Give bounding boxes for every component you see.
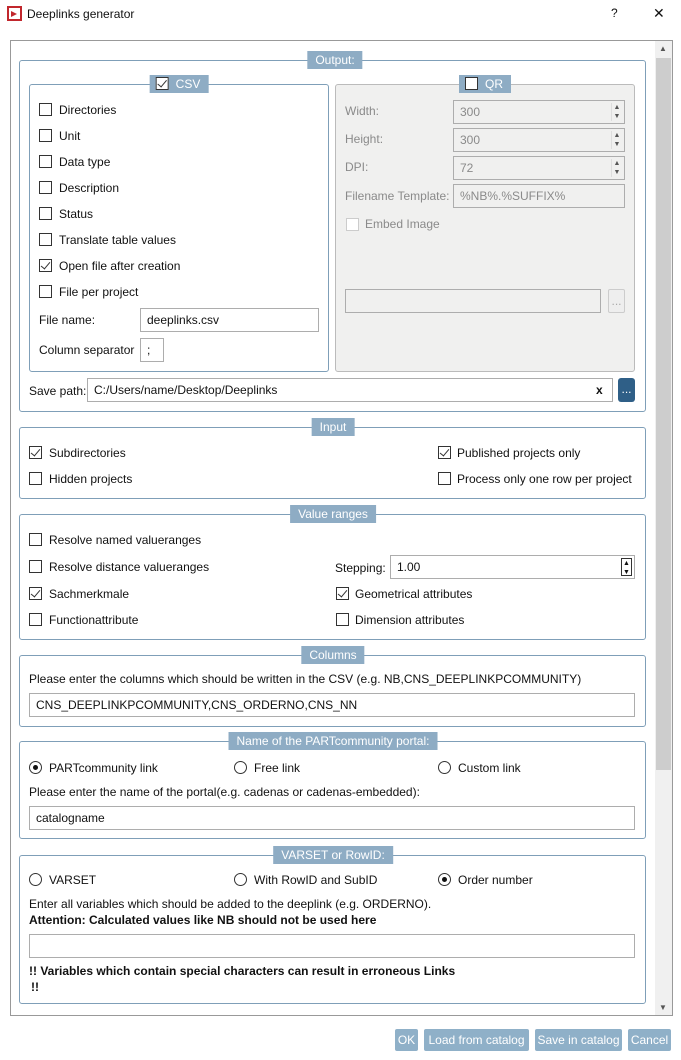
status-checkbox[interactable] <box>39 207 52 220</box>
close-button[interactable]: ✕ <box>653 5 665 21</box>
translate-table-values-checkbox[interactable] <box>39 233 52 246</box>
resolve-distance-checkbox[interactable] <box>29 560 42 573</box>
unit-checkbox[interactable] <box>39 129 52 142</box>
qr-width-label: Width: <box>345 104 380 118</box>
description-label: Description <box>59 181 120 195</box>
directories-label: Directories <box>59 103 117 117</box>
dimension-label: Dimension attributes <box>355 613 465 627</box>
translate-table-values-label: Translate table values <box>59 233 176 247</box>
input-legend: Input <box>312 418 355 436</box>
subdirectories-checkbox[interactable] <box>29 446 42 459</box>
save-path-label: Save path: <box>29 384 87 398</box>
rowid-radio[interactable] <box>234 873 247 886</box>
window-title: Deeplinks generator <box>27 7 135 21</box>
functionattribute-checkbox[interactable] <box>29 613 42 626</box>
varset-attention: Attention: Calculated values like NB should not be used here <box>29 913 377 927</box>
qr-legend: QR <box>459 75 511 93</box>
embed-image-label: Embed Image <box>365 217 440 231</box>
varset-warning-2: !! <box>31 980 39 994</box>
file-per-project-checkbox[interactable] <box>39 285 52 298</box>
status-label: Status <box>59 207 94 221</box>
functionattribute-label: Functionattribute <box>49 613 139 627</box>
column-separator-input[interactable]: ; <box>140 338 164 362</box>
input-group <box>19 427 646 499</box>
csv-checkbox[interactable] <box>156 77 169 90</box>
subdirectories-label: Subdirectories <box>49 446 126 460</box>
partcommunity-radio[interactable] <box>29 761 42 774</box>
embed-image-checkbox[interactable] <box>346 218 359 231</box>
scroll-thumb[interactable] <box>656 58 671 770</box>
save-in-catalog-button[interactable]: Save in catalog <box>535 1029 622 1051</box>
varset-warning: !! Variables which contain special characters can result in erroneous Links <box>29 964 456 978</box>
scrollbar[interactable] <box>655 41 672 1015</box>
varset-input[interactable] <box>29 934 635 958</box>
published-only-label: Published projects only <box>457 446 581 460</box>
column-separator-label: Column separator <box>39 343 135 357</box>
save-path-input[interactable]: C:/Users/name/Desktop/Deeplinks <box>87 378 613 402</box>
custom-link-radio[interactable] <box>438 761 451 774</box>
file-name-label: File name: <box>39 313 96 327</box>
free-link-radio[interactable] <box>234 761 247 774</box>
scroll-up-icon[interactable]: ▲ <box>659 44 667 53</box>
qr-checkbox[interactable] <box>465 77 478 90</box>
hidden-projects-label: Hidden projects <box>49 472 133 486</box>
geometrical-label: Geometrical attributes <box>355 587 473 601</box>
data-type-checkbox[interactable] <box>39 155 52 168</box>
custom-link-label: Custom link <box>458 761 521 775</box>
ok-button[interactable]: OK <box>395 1029 418 1051</box>
free-link-label: Free link <box>254 761 301 775</box>
order-number-radio[interactable] <box>438 873 451 886</box>
published-only-checkbox[interactable] <box>438 446 451 459</box>
one-row-label: Process only one row per project <box>457 472 632 486</box>
order-number-label: Order number <box>458 873 533 887</box>
file-name-input[interactable]: deeplinks.csv <box>140 308 319 332</box>
resolve-distance-label: Resolve distance valueranges <box>49 560 210 574</box>
scroll-down-icon[interactable]: ▼ <box>659 1003 667 1012</box>
varset-label: VARSET <box>49 873 97 887</box>
stepping-label: Stepping: <box>335 561 386 575</box>
directories-checkbox[interactable] <box>39 103 52 116</box>
portal-legend: Name of the PARTcommunity portal: <box>229 732 438 750</box>
filename-template-input[interactable]: %NB%.%SUFFIX% <box>453 184 625 208</box>
dimension-checkbox[interactable] <box>336 613 349 626</box>
cancel-button[interactable]: Cancel <box>628 1029 671 1051</box>
description-checkbox[interactable] <box>39 181 52 194</box>
stepping-input[interactable]: 1.00 ▲ ▼ <box>390 555 635 579</box>
value-ranges-legend: Value ranges <box>290 505 376 523</box>
app-icon <box>7 6 22 21</box>
columns-prompt: Please enter the columns which should be written in the CSV (e.g. NB,CNS_DEEPLINKPCOMMUNITY) <box>29 672 582 686</box>
qr-dpi-label: DPI: <box>345 160 369 174</box>
qr-width-input[interactable]: 300 ▲ ▼ <box>453 100 625 124</box>
qr-browse-button[interactable]: ... <box>608 289 625 313</box>
rowid-label: With RowID and SubID <box>254 873 378 887</box>
clear-path-icon[interactable]: x <box>596 383 603 397</box>
open-file-after-creation-label: Open file after creation <box>59 259 181 273</box>
resolve-named-checkbox[interactable] <box>29 533 42 546</box>
csv-legend: CSV <box>150 75 209 93</box>
qr-height-label: Height: <box>345 132 384 146</box>
hidden-projects-checkbox[interactable] <box>29 472 42 485</box>
one-row-checkbox[interactable] <box>438 472 451 485</box>
qr-height-input[interactable]: 300 ▲ ▼ <box>453 128 625 152</box>
varset-prompt: Enter all variables which should be added to the deeplink (e.g. ORDERNO). <box>29 897 432 911</box>
portal-prompt: Please enter the name of the portal(e.g. cadenas or cadenas-embedded): <box>29 785 420 799</box>
file-per-project-label: File per project <box>59 285 139 299</box>
partcommunity-label: PARTcommunity link <box>49 761 158 775</box>
data-type-label: Data type <box>59 155 111 169</box>
columns-legend: Columns <box>301 646 364 664</box>
load-from-catalog-button[interactable]: Load from catalog <box>424 1029 529 1051</box>
open-file-after-creation-checkbox[interactable] <box>39 259 52 272</box>
qr-path-input[interactable] <box>345 289 601 313</box>
unit-label: Unit <box>59 129 81 143</box>
varset-radio[interactable] <box>29 873 42 886</box>
sachmerkmale-checkbox[interactable] <box>29 587 42 600</box>
filename-template-label: Filename Template: <box>345 189 450 203</box>
resolve-named-label: Resolve named valueranges <box>49 533 202 547</box>
output-legend: Output: <box>307 51 362 69</box>
help-button[interactable]: ? <box>611 6 618 20</box>
save-path-browse-button[interactable]: ... <box>618 378 635 402</box>
geometrical-checkbox[interactable] <box>336 587 349 600</box>
portal-input[interactable]: catalogname <box>29 806 635 830</box>
qr-dpi-input[interactable]: 72 ▲ ▼ <box>453 156 625 180</box>
columns-input[interactable]: CNS_DEEPLINKPCOMMUNITY,CNS_ORDERNO,CNS_NN <box>29 693 635 717</box>
sachmerkmale-label: Sachmerkmale <box>49 587 130 601</box>
varset-legend: VARSET or RowID: <box>273 846 393 864</box>
